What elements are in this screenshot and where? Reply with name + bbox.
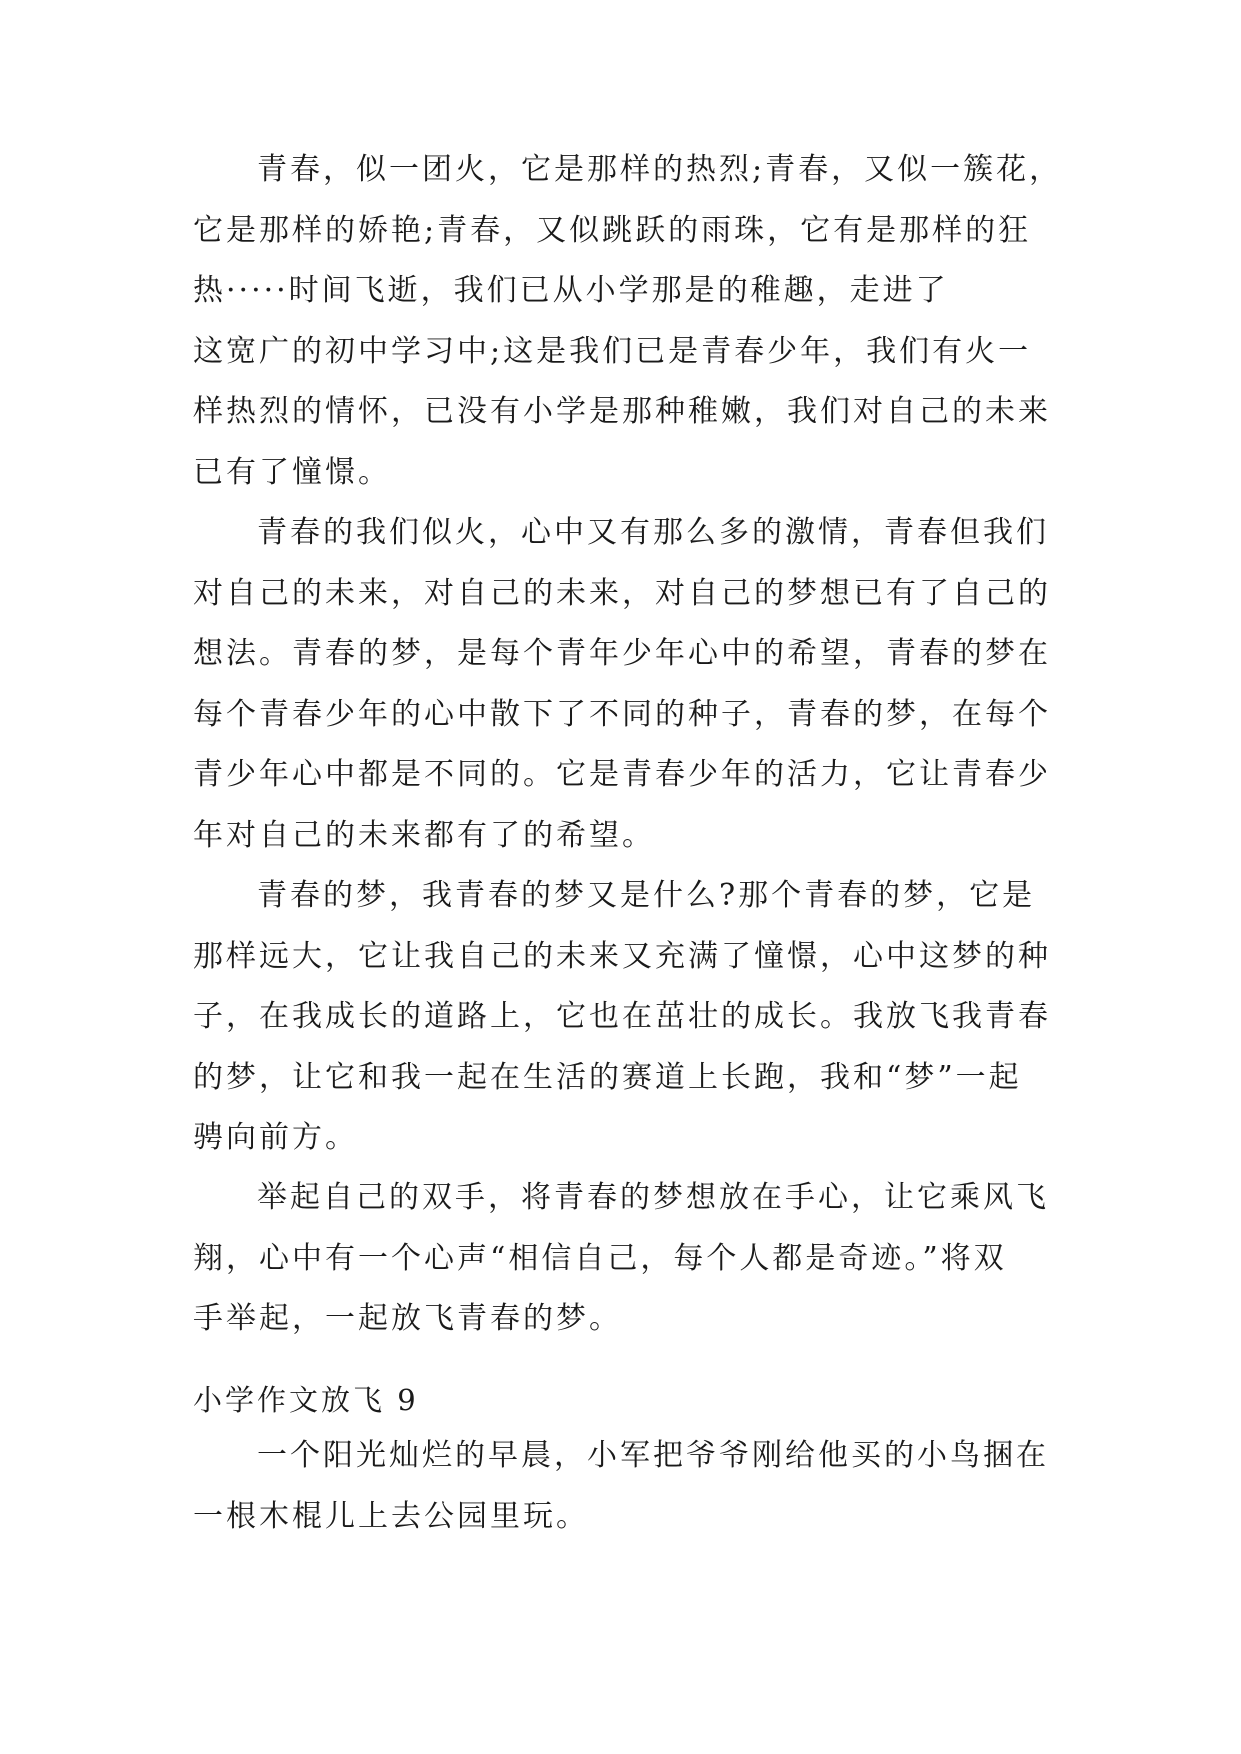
paragraph-2-line-4: 每个青春少年的心中散下了不同的种子，青春的梦，在每个 [193, 696, 1051, 732]
section-paragraph-line-1: 一个阳光灿烂的早晨，小军把爷爷刚给他买的小鸟捆在 [257, 1438, 1049, 1473]
paragraph-2-line-3: 想法。青春的梦，是每个青年少年心中的希望，青春的梦在 [193, 636, 1051, 671]
paragraph-1-line-5: 样热烈的情怀，已没有小学是那种稚嫩，我们对自己的未来 [193, 394, 1051, 429]
paragraph-1-line-1: 青春，似一团火，它是那样的热烈;青春，又似一簇花， [257, 152, 1063, 187]
paragraph-2-line-1: 青春的我们似火，心中又有那么多的激情，青春但我们 [257, 515, 1049, 550]
paragraph-1-line-4: 这宽广的初中学习中;这是我们已是青春少年，我们有火一 [193, 333, 1032, 369]
paragraph-3-line-3: 子，在我成长的道路上，它也在茁壮的成长。我放飞我青春 [193, 999, 1051, 1034]
paragraph-1-line-3: 热·····时间飞逝，我们已从小学那是的稚趣，走进了 [193, 273, 949, 308]
paragraph-3-line-5: 骋向前方。 [193, 1120, 358, 1155]
paragraph-1-line-2: 它是那样的娇艳;青春，又似跳跃的雨珠，它有是那样的狂 [193, 212, 1032, 248]
paragraph-3-line-2: 那样远大，它让我自己的未来又充满了憧憬，心中这梦的种 [193, 938, 1051, 974]
paragraph-2-line-6: 年对自己的未来都有了的希望。 [193, 817, 655, 853]
paragraph-4-line-1: 举起自己的双手，将青春的梦想放在手心，让它乘风飞 [257, 1180, 1049, 1215]
paragraph-3-line-4: 的梦，让它和我一起在生活的赛道上长跑，我和“梦”一起 [193, 1059, 1022, 1095]
paragraph-4-line-3: 手举起，一起放飞青春的梦。 [193, 1301, 622, 1336]
paragraph-1-line-6: 已有了憧憬。 [193, 454, 391, 490]
paragraph-1 [193, 140, 1063, 503]
section-paragraph-line-2: 一根木棍儿上去公园里玩。 [193, 1498, 589, 1534]
paragraph-2-line-5: 青少年心中都是不同的。它是青春少年的活力，它让青春少 [193, 757, 1051, 792]
paragraph-3 [193, 866, 1055, 1169]
section-heading: 小学作文放飞 9 [193, 1383, 419, 1417]
paragraph-2-line-2: 对自己的未来，对自己的未来，对自己的梦想已有了自己的 [193, 575, 1051, 611]
section-paragraph [193, 1426, 1055, 1547]
paragraph-4 [193, 1168, 1055, 1350]
paragraph-2 [193, 503, 1055, 866]
paragraph-3-line-1: 青春的梦，我青春的梦又是什么?那个青春的梦，它是 [257, 878, 1036, 913]
paragraph-4-line-2: 翔，心中有一个心声“相信自己，每个人都是奇迹。”将双 [193, 1240, 1007, 1276]
